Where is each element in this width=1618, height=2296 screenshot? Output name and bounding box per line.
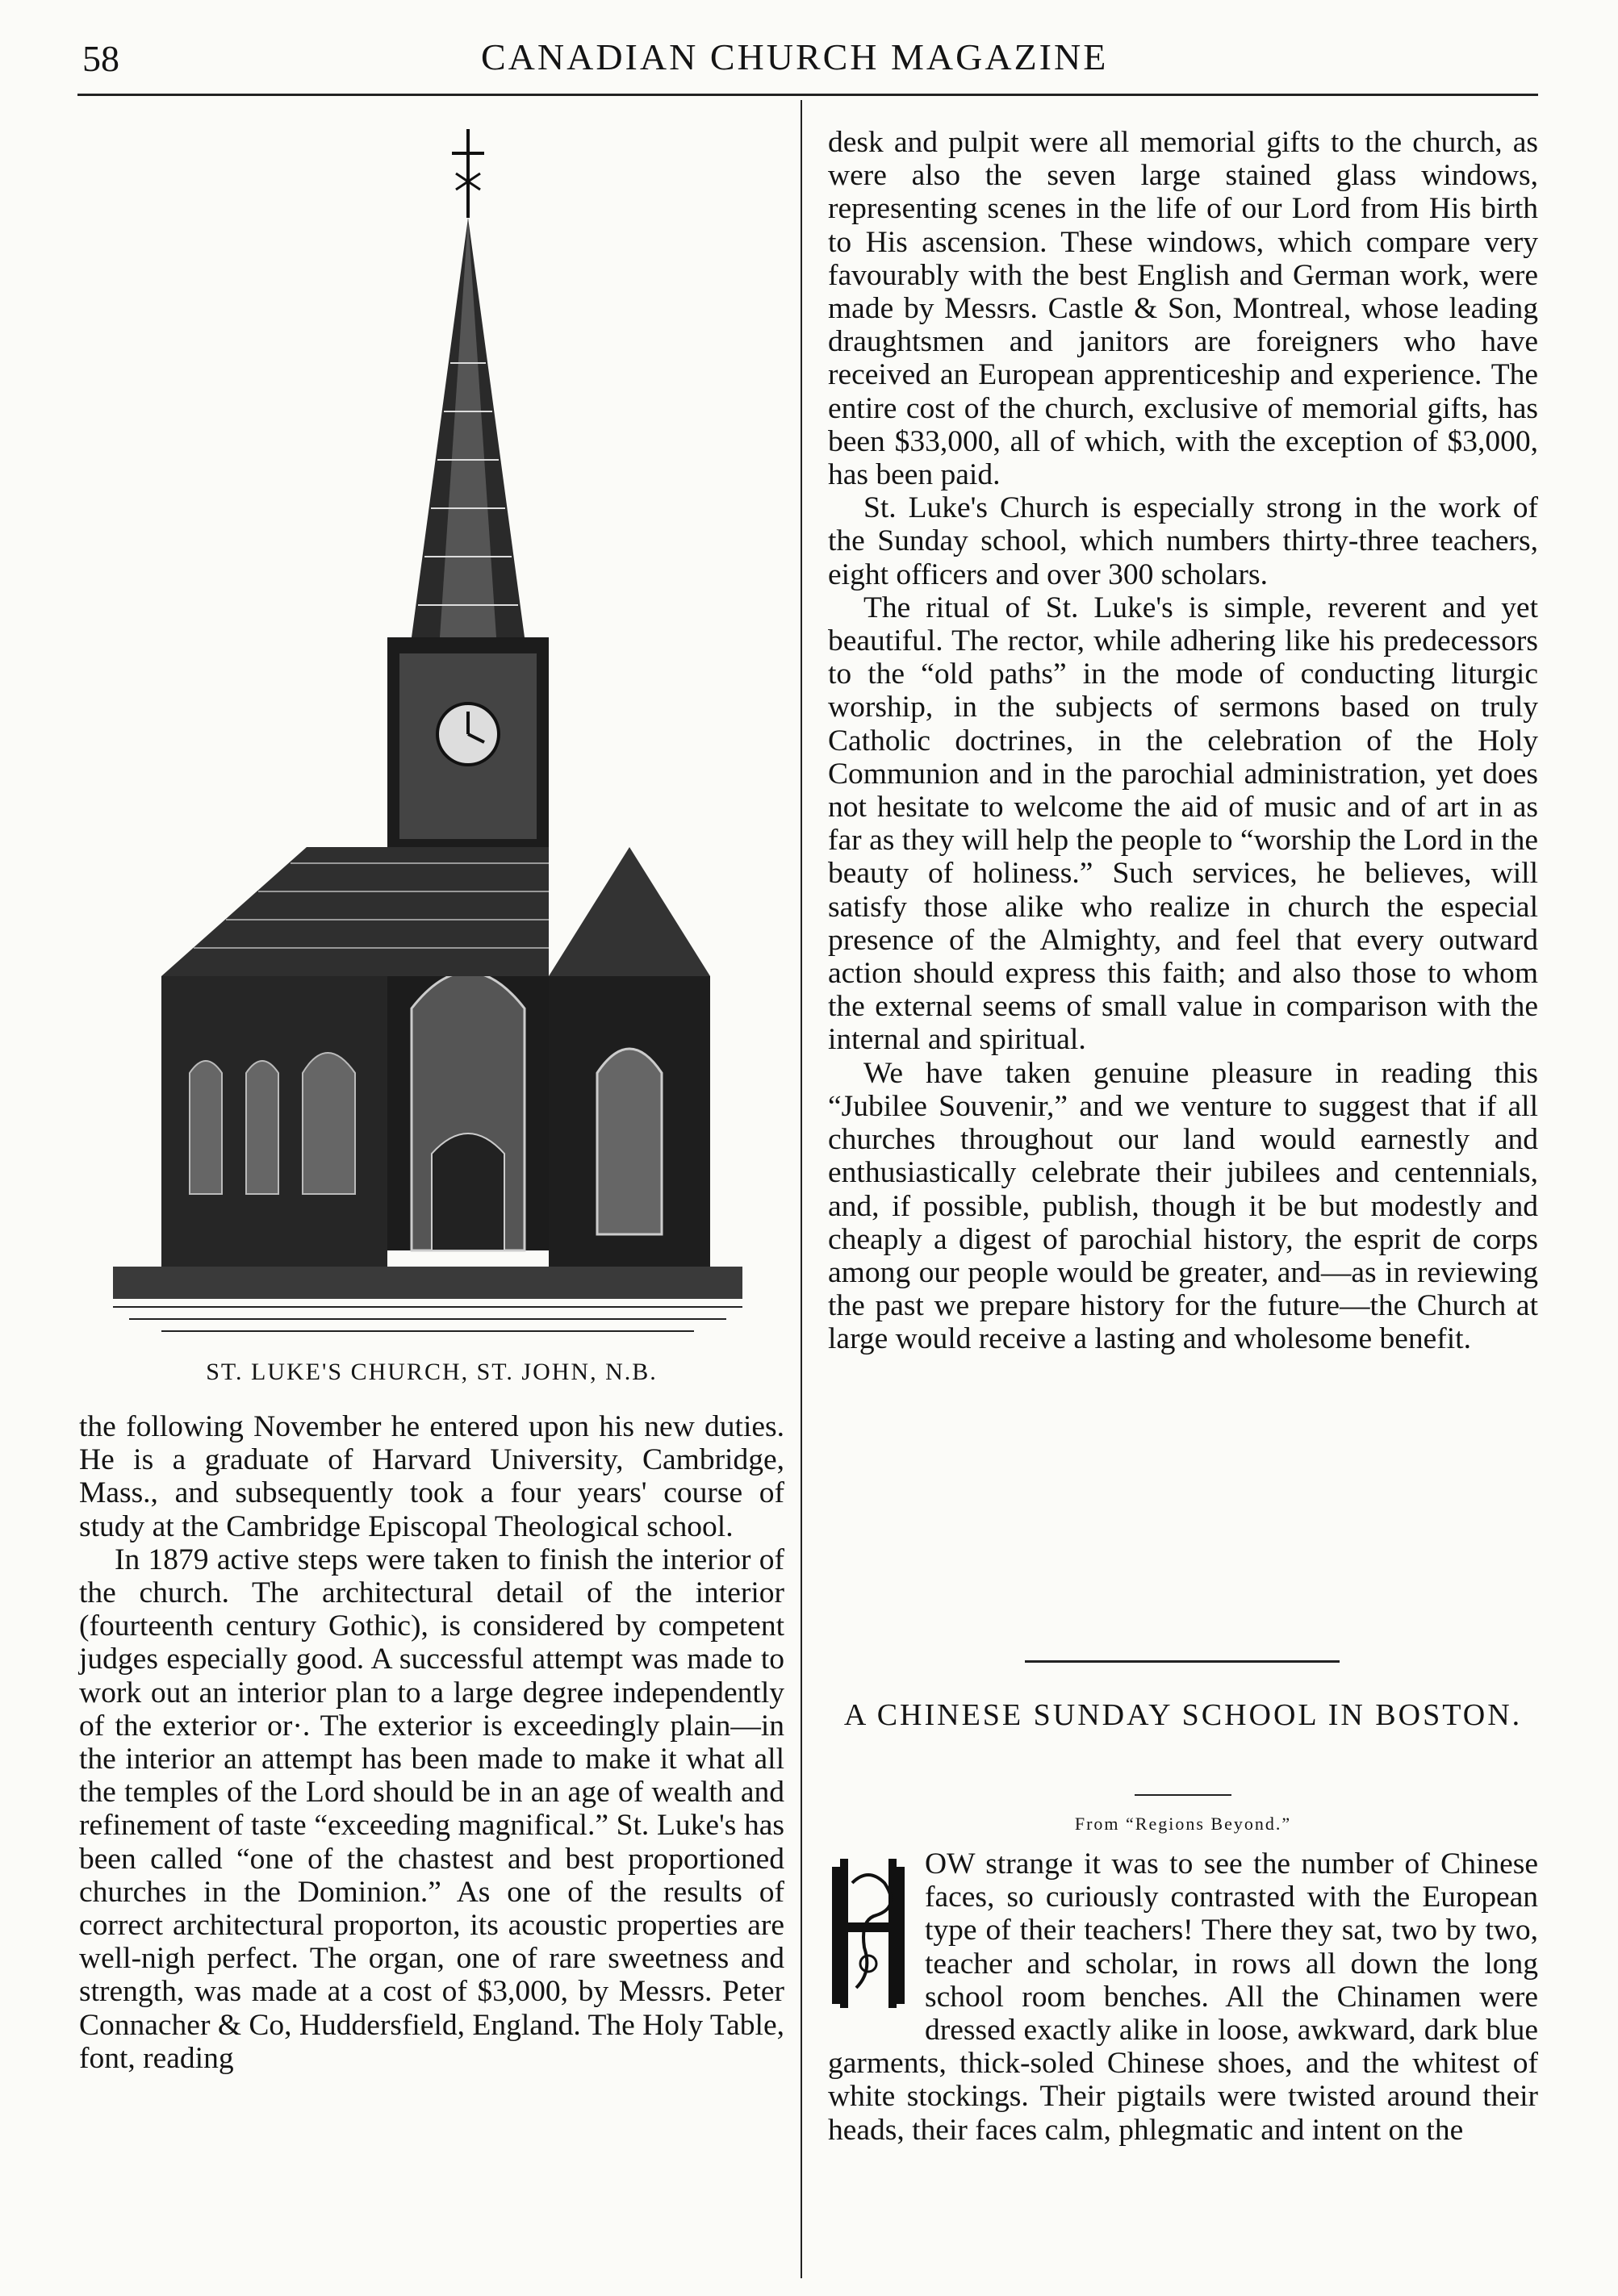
- paragraph: We have taken genuine pleasure in reading this “Jubilee Souvenir,” and we venture to suggest that if all churches throughout our land would earnestly and enthusiastically celebrate their jubilees and centennials, and, if possible, publish, though it be but modestly and cheaply a digest of parochial history, the esprit de corps among our people would be greater, and—as in reviewing the past we prepare history for the future—the Church at large would receive a lasting and wholesome benefit.: [828, 1056, 1538, 1356]
- paragraph: The ritual of St. Luke's is simple, reverent and yet beautiful. The rector, while adhering like his predecessors to the “old paths” in the mode of conducting liturgic worship, in the subjects of sermons based on truly Catholic doctrines, in the celebration of the Holy Communion and in the parochial administration, yet does not hesitate to welcome the aid of music and of art in as far as they will help the people to “worship the Lord in the beauty of holiness.” Such services, he believes, will satisfy those alike who realize in church the especial presence of the Almighty, and feel that every outward action should express this faith; and also those to whom the external seems of small value in comparison with the internal and spiritual.: [828, 591, 1538, 1057]
- page-number: 58: [82, 38, 119, 79]
- church-illustration: [113, 121, 742, 1347]
- paragraph: In 1879 active steps were taken to finish the interior of the church. The architectural detail of the interior (fourteenth century Gothic), is considered by competent judges especially good. A successful attempt was made to work out an interior plan to a large degree independently of the exterior or·. The exterior is exceedingly plain—in the interior an attempt has been made to make it what all the temples of the Lord should be in an age of wealth and refinement of taste “exceeding magnifical.” St. Luke's has been called “one of the chastest and best proportioned churches in the Dominion.” As one of the results of correct architectural proporton, its acoustic properties are well-nigh perfect. The organ, one of rare sweetness and strength, was made at a cost of $3,000, by Messrs. Peter Connacher & Co, Huddersfield, England. The Holy Table, font, reading: [79, 1542, 784, 2075]
- section-divider: [1025, 1660, 1340, 1663]
- article-source: From “Regions Beyond.”: [1074, 1814, 1292, 1834]
- paragraph: the following November he entered upon his new duties. He is a graduate of Harvard University, Cambridge, Mass., and subsequently took a four years' course of study at the Cambridge Episcopal Theological school.: [79, 1410, 784, 1543]
- church-engraving: [113, 121, 742, 1347]
- paragraph: St. Luke's Church is especially strong in the work of the Sunday school, which numbers thirty-three teachers, eight officers and over 300 scholars.: [828, 491, 1538, 591]
- right-column: [828, 126, 1538, 1356]
- page-header: [0, 31, 1618, 95]
- decorative-initial-h: [828, 1851, 914, 2015]
- magazine-title: CANADIAN CHURCH MAGAZINE: [481, 36, 1109, 77]
- title-rule: [1135, 1794, 1231, 1796]
- article-body: [828, 1847, 1538, 2147]
- paragraph: desk and pulpit were all memorial gifts to the church, as were also the seven large stained glass windows, representing scenes in the life of our Lord from His birth to His ascension. These windows, which compare very favourably with the best English and German work, were made by Messrs. Castle & Son, Montreal, whose leading draughtsmen and janitors are foreigners who have received an European apprenticeship and experience. The entire cost of the church, exclusive of memorial gifts, has been $33,000, all of which, with the exception of $3,000, has been paid.: [828, 126, 1538, 492]
- article-title: A CHINESE SUNDAY SCHOOL IN BOSTON.: [843, 1698, 1523, 1732]
- header-rule: [77, 94, 1538, 96]
- left-column: [79, 1410, 784, 2075]
- column-divider: [801, 100, 802, 2278]
- article-text: OW strange it was to see the number of Chinese faces, so curiously contrasted with the European type of their teachers! There they sat, two by two, teacher and scholar, in rows all down the long school room benches. All the Chinamen were dressed exactly alike in loose, awkward, dark blue garments, thick-soled Chinese shoes, and the whitest of white stockings. Their pigtails were twisted around their heads, their faces calm, phlegmatic and intent on the: [828, 1847, 1538, 2147]
- figure-caption: ST. LUKE'S CHURCH, ST. JOHN, N.B.: [206, 1359, 658, 1385]
